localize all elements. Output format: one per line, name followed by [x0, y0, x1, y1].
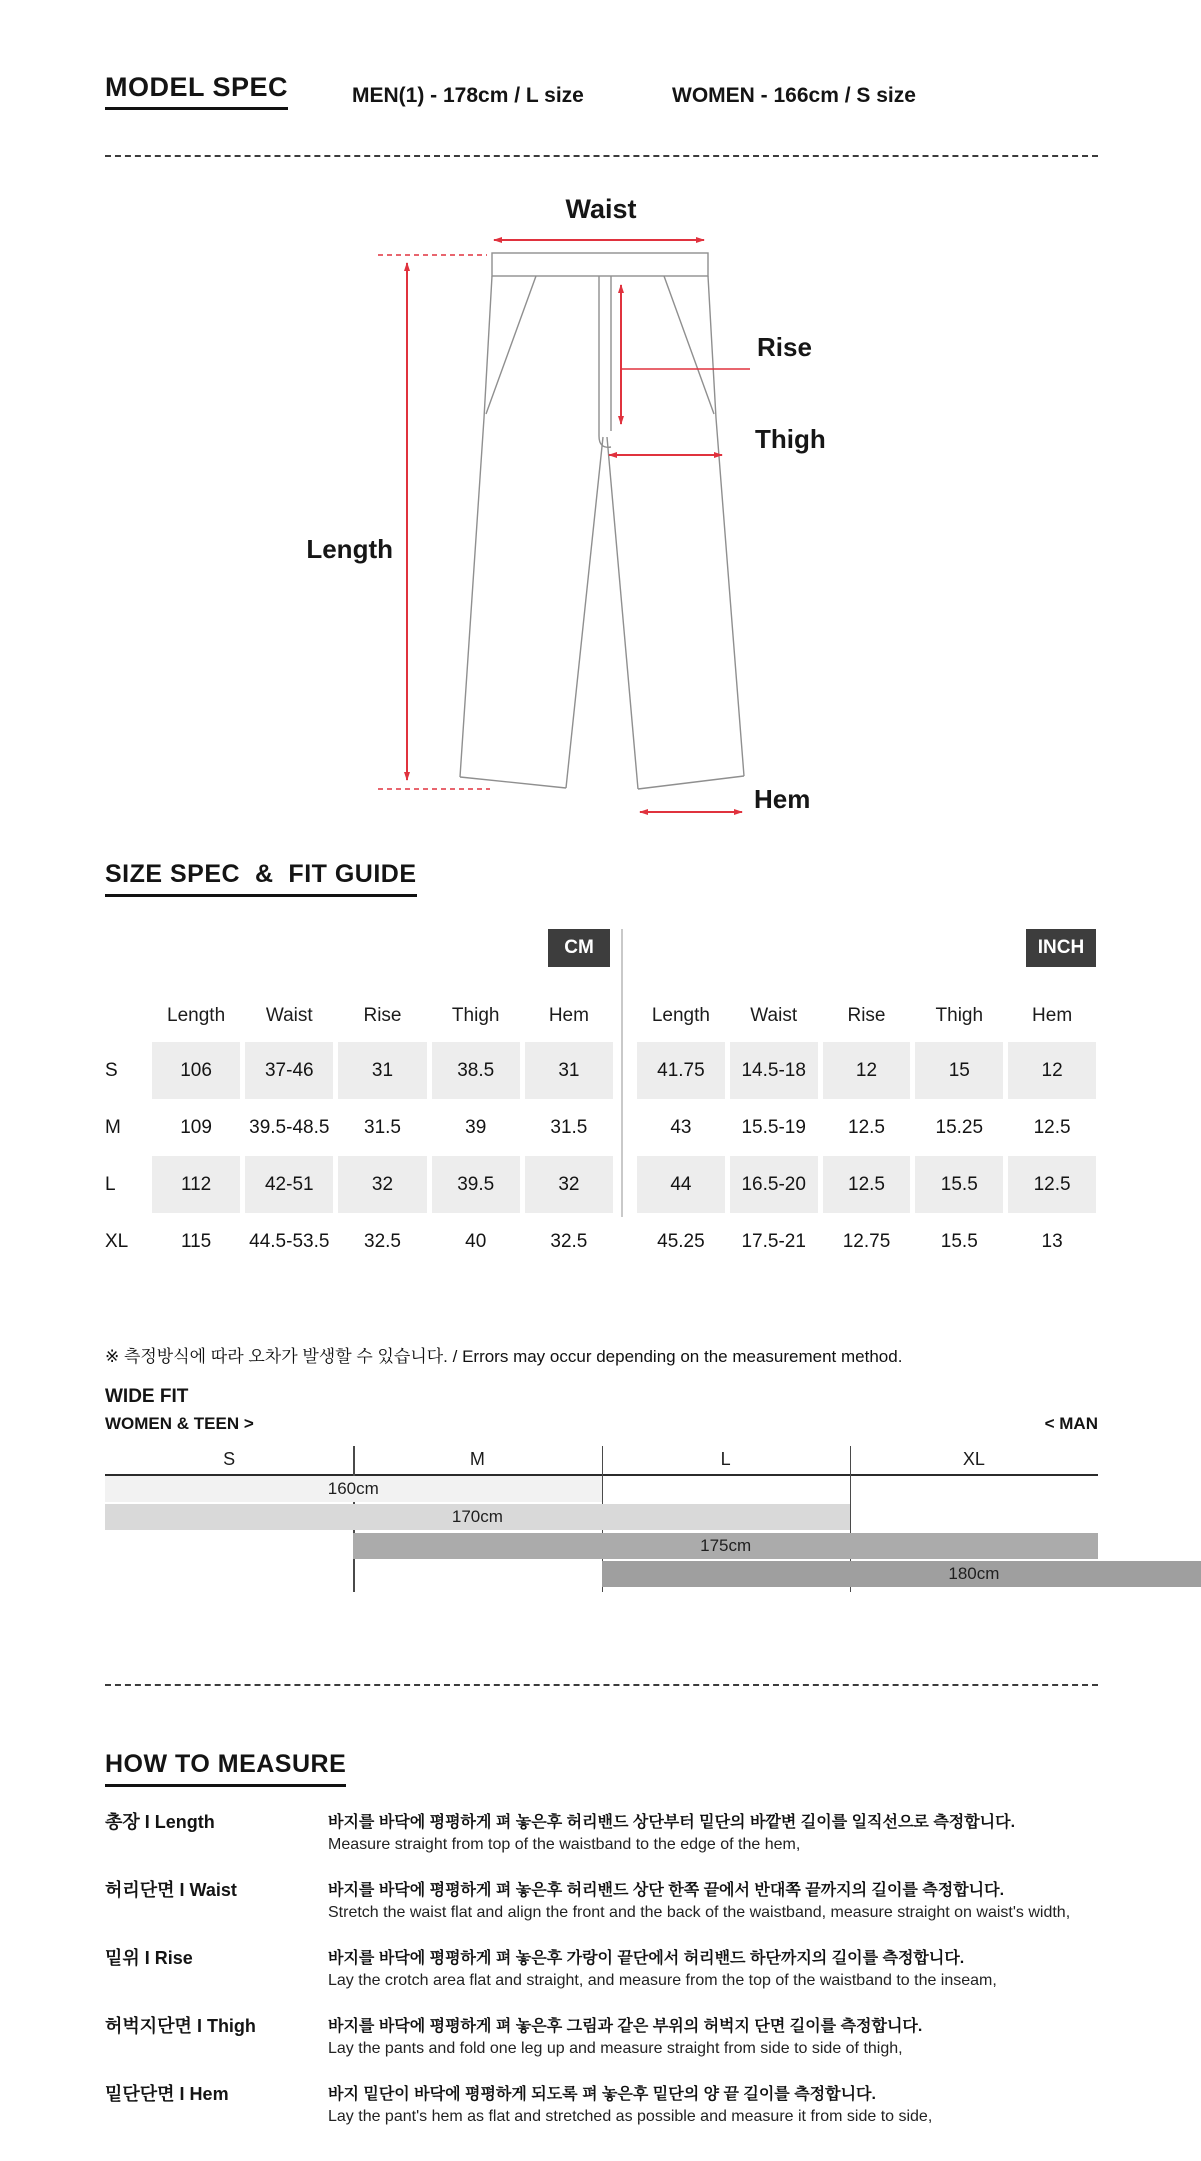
- measure-item-label: 밑단단면 I Hem: [105, 2084, 229, 2104]
- size-row-label: S: [105, 1059, 118, 1081]
- size-value-cell: 39: [465, 1116, 487, 1138]
- size-value-cell: 109: [180, 1116, 212, 1138]
- measure-item-label: 허벅지단면 I Thigh: [105, 2016, 256, 2036]
- column-header: Rise: [847, 1005, 886, 1026]
- pants-measurement-diagram: [250, 170, 910, 840]
- size-value-cell: 12.5: [848, 1116, 885, 1138]
- measure-item-desc-kr: 바지를 바닥에 평평하게 펴 놓은후 허리밴드 상단 한쪽 끝에서 반대쪽 끝까지의 길이를 측정합니다.: [328, 1882, 1005, 1899]
- waist-label: Waist: [565, 194, 637, 224]
- height-fit-chart: [105, 1446, 1098, 1598]
- column-header: Rise: [363, 1005, 402, 1026]
- measure-item-desc-en: Stretch the waist flat and align the front and the back of the waistband, measure straight on waist's width,: [328, 1904, 1071, 1921]
- size-value-cell: 15.5-19: [741, 1116, 806, 1138]
- size-value-cell: 12.75: [842, 1230, 891, 1252]
- size-value-cell: 12: [1008, 1042, 1096, 1099]
- size-value-cell: 43: [670, 1116, 692, 1138]
- measurement-arrows: [378, 240, 750, 812]
- chart-size-column-label: S: [223, 1448, 236, 1469]
- height-bar: 170cm: [105, 1504, 850, 1530]
- size-value-cell: 12.5: [1033, 1116, 1071, 1138]
- size-value-cell: 39.5: [432, 1156, 520, 1213]
- measure-item-label: 허리단면 I Waist: [105, 1880, 237, 1900]
- measure-item-desc-kr: 바지 밑단이 바닥에 평평하게 되도록 펴 놓은후 밑단의 양 끝 길이를 측정합니다.: [328, 2086, 876, 2103]
- chart-size-column-label: XL: [962, 1448, 985, 1469]
- size-spec-title: SIZE SPEC & FIT GUIDE: [105, 860, 417, 897]
- measure-item-desc-en: Lay the pants and fold one leg up and measure straight from side to side of thigh,: [328, 2040, 903, 2057]
- measure-item-desc-kr: 바지를 바닥에 평평하게 펴 놓은후 그림과 같은 부위의 허벅지 단면 길이를 측정합니다.: [328, 2018, 923, 2035]
- measure-item-desc-en: Lay the pant's hem as flat and stretched as possible and measure it from side to side,: [328, 2108, 933, 2125]
- height-bar: 180cm: [602, 1561, 1201, 1587]
- size-row-label: M: [105, 1116, 121, 1138]
- size-row-label: XL: [105, 1230, 129, 1252]
- measure-item-label: 총장 I Length: [105, 1812, 215, 1832]
- size-col-header-spacer: [105, 990, 147, 1042]
- size-value-cell: 39.5-48.5: [249, 1116, 330, 1138]
- size-row-label: L: [105, 1173, 116, 1195]
- size-table-cm: [105, 990, 613, 1270]
- height-bar: 175cm: [353, 1533, 1098, 1559]
- height-bar: 160cm: [105, 1476, 602, 1502]
- size-value-cell: 45.25: [657, 1230, 705, 1252]
- size-value-cell: 31.5: [550, 1116, 588, 1138]
- size-value-cell: 32: [525, 1156, 613, 1213]
- size-value-cell: 41.75: [637, 1042, 725, 1099]
- column-header: Hem: [548, 1005, 589, 1026]
- size-value-cell: 32: [338, 1156, 426, 1213]
- pants-outline: [460, 253, 744, 789]
- measure-item-desc-kr: 바지를 바닥에 평평하게 펴 놓은후 가랑이 끝단에서 허리밴드 하단까지의 길이를 측정합니다.: [328, 1950, 965, 1967]
- size-value-cell: 40: [465, 1230, 487, 1252]
- inch-unit-badge: INCH: [1026, 929, 1096, 967]
- measure-item-desc-en: Lay the crotch area flat and straight, and measure from the top of the waistband to the inseam,: [328, 1972, 997, 1989]
- size-value-cell: 37-46: [245, 1042, 333, 1099]
- hem-label: Hem: [754, 784, 811, 814]
- wide-fit-title: WIDE FIT: [105, 1386, 189, 1407]
- how-to-measure-title: HOW TO MEASURE: [105, 1750, 346, 1787]
- size-value-cell: 13: [1041, 1230, 1063, 1252]
- size-value-cell: 15.5: [940, 1230, 978, 1252]
- column-header: Hem: [1032, 1005, 1073, 1026]
- size-value-cell: 12.5: [1008, 1156, 1096, 1213]
- size-value-cell: 14.5-18: [730, 1042, 818, 1099]
- column-header: Waist: [265, 1005, 313, 1026]
- size-value-cell: 15.25: [935, 1116, 984, 1138]
- rise-label: Rise: [757, 332, 812, 362]
- model-spec-men: MEN(1) - 178cm / L size: [352, 84, 584, 107]
- table-vertical-divider: [621, 929, 623, 1217]
- size-value-cell: 38.5: [432, 1042, 520, 1099]
- column-header: Thigh: [451, 1005, 500, 1026]
- cm-unit-badge: CM: [548, 929, 610, 967]
- size-value-cell: 112: [152, 1156, 240, 1213]
- chart-size-column-label: M: [469, 1448, 485, 1469]
- size-value-cell: 106: [152, 1042, 240, 1099]
- size-value-cell: 32.5: [364, 1230, 401, 1252]
- size-value-cell: 115: [180, 1230, 212, 1252]
- size-value-cell: 17.5-21: [741, 1230, 806, 1252]
- size-value-cell: 44.5-53.5: [249, 1230, 330, 1252]
- measure-item-desc-kr: 바지를 바닥에 평평하게 펴 놓은후 허리밴드 상단부터 밑단의 바깥변 길이를 일직선으로 측정합니다.: [328, 1814, 1016, 1831]
- model-spec-women: WOMEN - 166cm / S size: [672, 84, 916, 107]
- model-spec-title: MODEL SPEC: [105, 72, 288, 110]
- size-value-cell: 15: [915, 1042, 1003, 1099]
- size-value-cell: 16.5-20: [730, 1156, 818, 1213]
- size-table-inch: [637, 990, 1096, 1270]
- chart-size-column-label: L: [720, 1448, 731, 1469]
- size-value-cell: 42-51: [245, 1156, 333, 1213]
- divider-dashed-top: [105, 155, 1098, 157]
- measure-item-desc-en: Measure straight from top of the waistband to the edge of the hem,: [328, 1836, 801, 1853]
- size-value-cell: 31.5: [364, 1116, 401, 1138]
- measure-item-label: 밑위 I Rise: [105, 1948, 193, 1968]
- women-teen-label: WOMEN & TEEN >: [105, 1414, 254, 1433]
- size-value-cell: 32.5: [550, 1230, 588, 1252]
- size-value-cell: 12.5: [823, 1156, 911, 1213]
- size-value-cell: 31: [338, 1042, 426, 1099]
- column-header: Thigh: [935, 1005, 984, 1026]
- column-header: Length: [167, 1005, 226, 1026]
- size-value-cell: 31: [525, 1042, 613, 1099]
- column-header: Waist: [750, 1005, 798, 1026]
- man-label: < MAN: [1044, 1414, 1098, 1433]
- length-label: Length: [306, 534, 393, 564]
- thigh-label: Thigh: [755, 424, 826, 454]
- measurement-note: ※ 측정방식에 따라 오차가 발생할 수 있습니다. / Errors may occur depending on the measurement method.: [105, 1347, 903, 1366]
- size-value-cell: 44: [637, 1156, 725, 1213]
- divider-dashed-bottom: [105, 1684, 1098, 1686]
- size-value-cell: 12: [823, 1042, 911, 1099]
- column-header: Length: [651, 1005, 710, 1026]
- size-value-cell: 15.5: [915, 1156, 1003, 1213]
